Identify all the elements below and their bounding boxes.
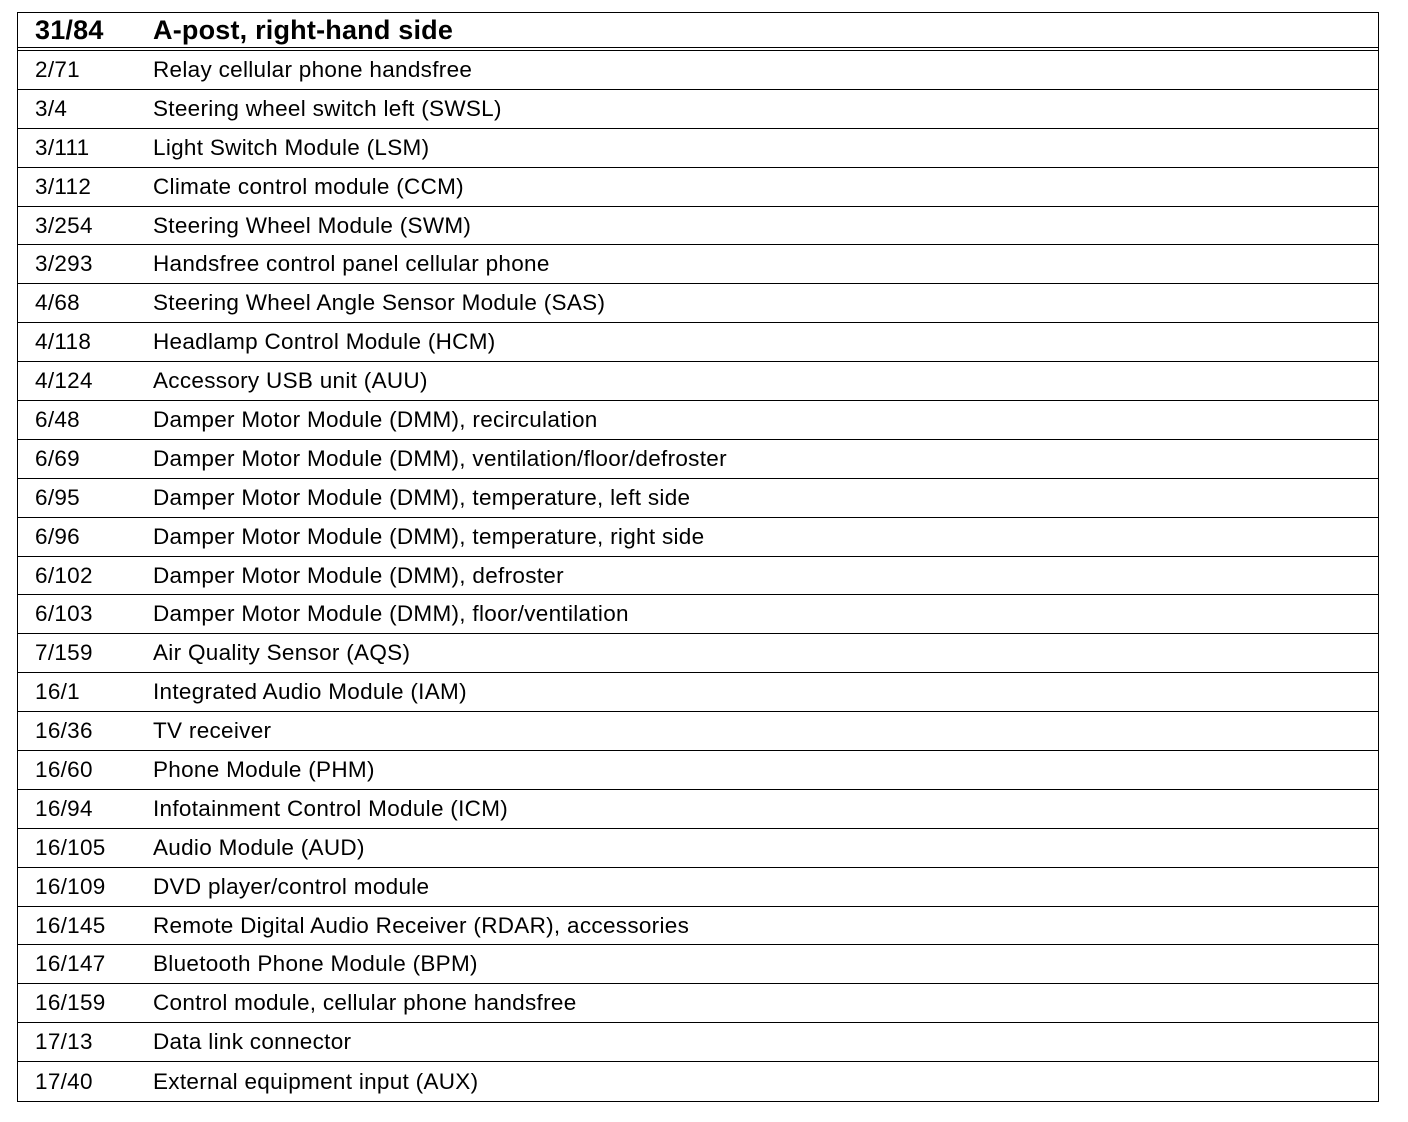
row-description: Infotainment Control Module (ICM) xyxy=(153,795,509,821)
table-row xyxy=(18,168,1378,207)
table-row xyxy=(18,440,1378,479)
row-description: Accessory USB unit (AUU) xyxy=(153,368,428,394)
row-code: 16/145 xyxy=(35,912,106,938)
row-description: Damper Motor Module (DMM), ventilation/floor/defroster xyxy=(153,445,727,471)
row-code: 2/71 xyxy=(35,56,80,82)
row-description: Damper Motor Module (DMM), recirculation xyxy=(153,406,598,432)
row-description: Remote Digital Audio Receiver (RDAR), accessories xyxy=(153,912,690,938)
table-row xyxy=(18,401,1378,440)
row-description: TV receiver xyxy=(153,718,272,744)
row-description: Damper Motor Module (DMM), temperature, right side xyxy=(153,523,705,549)
row-code: 16/1 xyxy=(35,679,80,705)
component-table xyxy=(17,12,1379,1102)
table-row xyxy=(18,51,1378,90)
row-code: 3/254 xyxy=(35,212,93,238)
row-description: Climate control module (CCM) xyxy=(153,173,464,199)
row-code: 4/68 xyxy=(35,290,80,316)
table-row xyxy=(18,634,1378,673)
table-row xyxy=(18,595,1378,634)
row-description: Damper Motor Module (DMM), defroster xyxy=(153,562,564,588)
row-code: 6/103 xyxy=(35,601,93,627)
header-title: A-post, right-hand side xyxy=(153,14,454,45)
row-description: Steering wheel switch left (SWSL) xyxy=(153,95,502,121)
table-row xyxy=(18,907,1378,946)
header-code: 31/84 xyxy=(35,14,104,45)
row-code: 16/147 xyxy=(35,951,106,977)
row-description: Steering Wheel Angle Sensor Module (SAS) xyxy=(153,290,606,316)
row-description: External equipment input (AUX) xyxy=(153,1068,479,1094)
row-description: Light Switch Module (LSM) xyxy=(153,134,430,160)
table-row xyxy=(18,479,1378,518)
table-row xyxy=(18,868,1378,907)
row-code: 17/13 xyxy=(35,1029,93,1055)
row-code: 6/102 xyxy=(35,562,93,588)
row-code: 17/40 xyxy=(35,1068,93,1094)
table-row xyxy=(18,362,1378,401)
row-description: Handsfree control panel cellular phone xyxy=(153,251,550,277)
row-code: 7/159 xyxy=(35,640,93,666)
row-code: 3/111 xyxy=(35,134,90,160)
row-description: DVD player/control module xyxy=(153,873,430,899)
row-description: Steering Wheel Module (SWM) xyxy=(153,212,472,238)
row-code: 4/124 xyxy=(35,368,93,394)
row-code: 4/118 xyxy=(35,329,92,355)
table-row xyxy=(18,945,1378,984)
table-row xyxy=(18,90,1378,129)
row-code: 6/95 xyxy=(35,484,80,510)
row-description: Bluetooth Phone Module (BPM) xyxy=(153,951,478,977)
row-code: 16/109 xyxy=(35,873,106,899)
table-header xyxy=(18,13,1378,51)
table-row xyxy=(18,673,1378,712)
row-code: 3/4 xyxy=(35,95,68,121)
table-row xyxy=(18,712,1378,751)
table-row xyxy=(18,323,1378,362)
table-row xyxy=(18,284,1378,323)
row-code: 16/36 xyxy=(35,718,93,744)
table-body xyxy=(18,51,1378,1101)
row-description: Relay cellular phone handsfree xyxy=(153,56,473,82)
table-row xyxy=(18,129,1378,168)
row-description: Damper Motor Module (DMM), floor/ventilation xyxy=(153,601,629,627)
row-description: Audio Module (AUD) xyxy=(153,834,365,860)
table-row xyxy=(18,207,1378,246)
row-code: 6/69 xyxy=(35,445,80,471)
table-row xyxy=(18,518,1378,557)
row-code: 3/112 xyxy=(35,173,92,199)
table-row xyxy=(18,829,1378,868)
row-description: Integrated Audio Module (IAM) xyxy=(153,679,467,705)
row-code: 6/96 xyxy=(35,523,80,549)
table-row xyxy=(18,984,1378,1023)
row-description: Headlamp Control Module (HCM) xyxy=(153,329,496,355)
table-row xyxy=(18,751,1378,790)
row-description: Air Quality Sensor (AQS) xyxy=(153,640,411,666)
row-description: Control module, cellular phone handsfree xyxy=(153,990,577,1016)
table-row xyxy=(18,1062,1378,1101)
row-description: Damper Motor Module (DMM), temperature, left side xyxy=(153,484,691,510)
row-code: 16/159 xyxy=(35,990,106,1016)
table-row xyxy=(18,557,1378,596)
table-row xyxy=(18,790,1378,829)
row-code: 3/293 xyxy=(35,251,93,277)
row-description: Data link connector xyxy=(153,1029,352,1055)
row-code: 6/48 xyxy=(35,406,80,432)
row-code: 16/105 xyxy=(35,834,106,860)
row-code: 16/60 xyxy=(35,756,93,782)
row-code: 16/94 xyxy=(35,795,93,821)
table-row xyxy=(18,1023,1378,1062)
table-row xyxy=(18,245,1378,284)
row-description: Phone Module (PHM) xyxy=(153,756,375,782)
